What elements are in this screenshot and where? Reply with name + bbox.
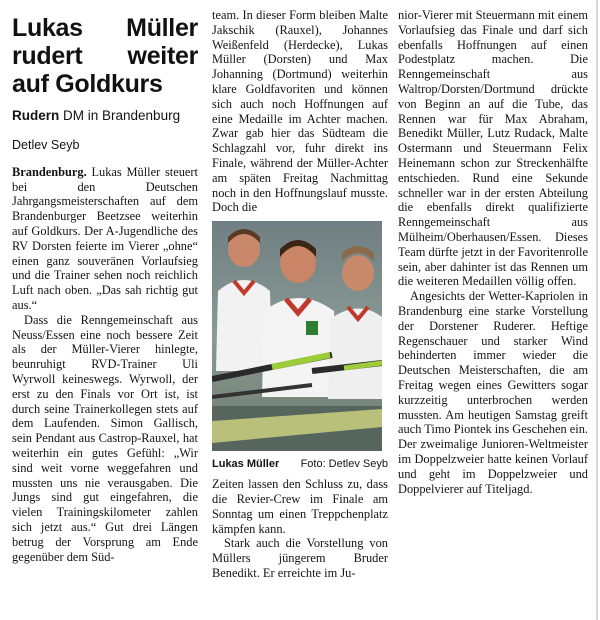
scan-edge-divider <box>596 0 598 620</box>
column-1 <box>12 8 198 564</box>
column-3 <box>398 8 588 496</box>
topic-line <box>12 108 198 124</box>
author-byline: Detlev Seyb <box>12 138 80 152</box>
topic-sport: Rudern <box>12 108 60 123</box>
rowers-photo <box>212 221 382 451</box>
caption-credit: Foto: Detlev Seyb <box>300 458 388 471</box>
photo-caption <box>212 457 388 471</box>
caption-name: Lukas Müller <box>212 458 280 471</box>
rowers-photo-image <box>212 221 382 451</box>
headline: Lukas Müller rudert weiter auf Goldkurs <box>12 14 198 98</box>
paragraph-6: nior-Vierer mit Steuermann mit einem Vorlaufsieg das Finale und darf sich ebenfalls Hoffnungen auf einen Podestplatz machen. Die Renngemeinschaft aus Waltrop/Dorsten/Dortmund drückte von Beginn an auf die Tube, das Rennen war für Max Abraham, Benedikt Müller, Lutz Rudack, Malte Ostermann und Steuermann Felix Heinemann schon zur Streckenhälfte entschieden. Rund eine Sekunde schneller war in der ersten Abteilung die ebenfalls direkt qualifizierte Renngemeinschaft aus Mülheim/Oberhausen/Essen. Dieses Team dürfte jetzt in der Favoritenrolle sein, aber dahinter ist das Rennen um die weiteren Medaillen völlig offen. <box>398 8 588 289</box>
paragraph-2: Dass die Renngemeinschaft aus Neuss/Essen eine noch bessere Zeit als der Müller-Vierer hinlegte, beunruhigt RVD-Trainer Uli Wyrwoll keineswegs. Wyrwoll, der erst zu den Finals vor Ort ist, ist durch seine Trainerkollegen stets auf dem Laufenden. Simon Gallisch, sein Pendant aus Castrop-Rauxel, hat weiterhin ein gutes Gefühl: „Wir sind weit vorne weggefahren und mussten uns nie verausgaben. Die Jungs sind gut eingefahren, die vielen Trainingskilometer zahlen sich jetzt aus.“ Gut drei Längen betrug der Vorsprung am Ende gegenüber dem Süd- <box>12 312 198 564</box>
paragraph-4: Zeiten lassen den Schluss zu, dass die Revier-Crew im Finale am Sonntag um einen Treppchenplatz kämpfen kann. <box>212 477 388 536</box>
paragraph-3: team. In dieser Form bleiben Malte Jakschik (Rauxel), Johannes Weißenfeld (Herdecke), Lukas Müller (Dorsten) und Max Johanning (Dortmund) weiterhin klare Goldfavoriten und können sich auch noch Hoffnungen auf eine Medaille im Achter machen. Zwar gab hier das Südteam die Schlagzahl vor, fuhr direkt ins Finale, während der Müller-Achter am späten Freitag Nachmittag noch in den Hoffnungslauf musste. Doch die <box>212 8 388 215</box>
paragraph-5: Stark auch die Vorstellung von Müllers jüngerem Bruder Benedikt. Er erreichte im Ju- <box>212 536 388 580</box>
paragraph-1 <box>12 165 198 313</box>
column-2 <box>212 8 388 581</box>
paragraph-7: Angesichts der Wetter-Kapriolen in Brandenburg eine starke Vorstellung der Dorstener Ruderer. Heftige Regenschauer und starker Wind behinderten immer wieder die Deutschen Meisterschaften, die am Freitag wegen eines Gewitters sogar kurzzeitig unterbrochen werden mussten. Am heutigen Samstag greift auch Timo Piontek ins Geschehen ein. Der zweimalige Junioren-Weltmeister im Doppelzweier hatte keinen Vorlauf und geht im Doppelzweier und Doppelvierer auf Titeljagd. <box>398 289 588 496</box>
paragraph-1-text: Lukas Müller steuert bei den Deutschen Jahrgangsmeisterschaften auf dem Brandenburger Beetzsee weiterhin auf Goldkurs. Der A-Jugendliche des RV Dorsten feierte im Vierer „ohne“ einen ganz souveränen Vorlaufsieg und die Trainer sehen noch reichlich Luft nach oben. „Das sah richtig gut aus.“ <box>12 164 198 312</box>
topic-event: DM in Brandenburg <box>63 108 181 123</box>
dateline: Brandenburg. <box>12 164 87 179</box>
